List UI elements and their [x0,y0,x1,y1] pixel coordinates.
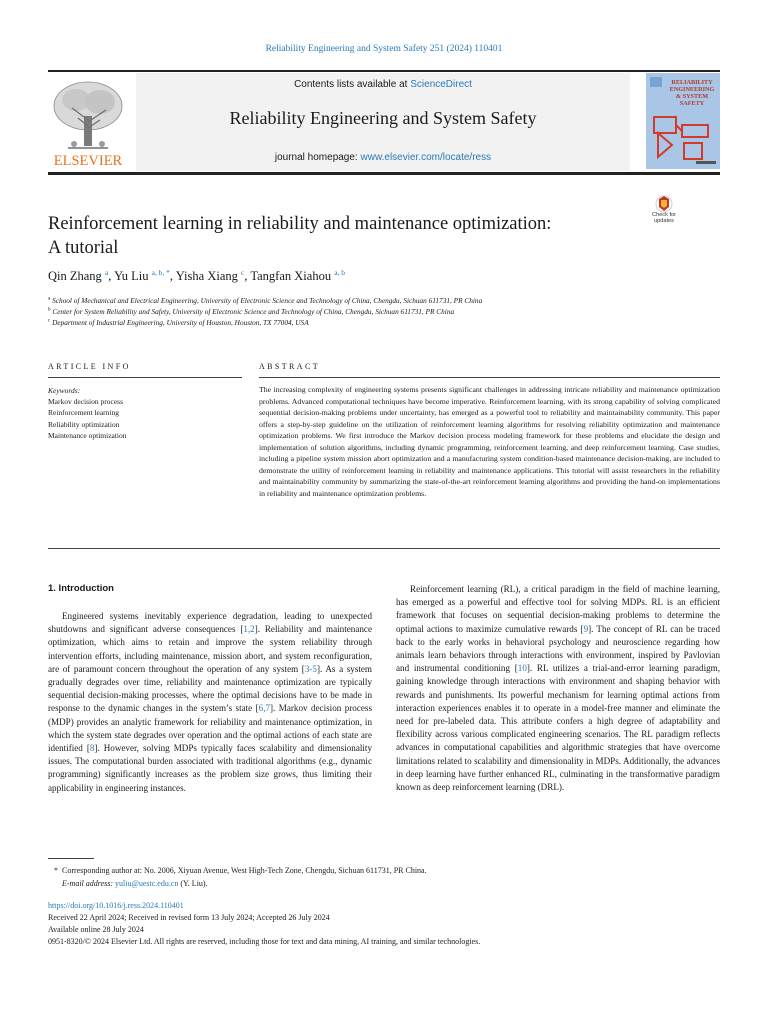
publisher-name: ELSEVIER [53,153,123,168]
doi-text[interactable]: https://doi.org/10.1016/j.ress.2024.110401 [48,901,184,910]
contents-prefix: Contents lists available at [294,79,411,90]
crossmark-icon [656,196,672,212]
author-separator: , [108,269,115,284]
text-run: ]. As a system gradually degrades over time, reliability and maintenance optimization are typically sequential decision-making processes, where the optimal decisions have to be made in response to the dynamic changes in the system’s state [ [48,663,372,714]
citation-link[interactable]: 9 [583,623,589,634]
cover-title-line-3: & SYSTEM [675,93,709,100]
keyword-item: Reinforcement learning [48,408,120,418]
text-run: ]. Reliability and maintenance optimization, which aims to retain and improve the system reliability through intervention efforts, including maintenance, mission abort, and system reconfiguration, are of paramount concern throughout the operation of any system [ [48,624,372,674]
intro-left-column [48,610,372,795]
affiliation-text: Department of Industrial Engineering, University of Houston, Houston, TX 77004, USA [52,318,309,327]
author-affiliation-mark[interactable]: a, b [334,268,346,277]
text-run: ]. RL utilizes a trial-and-error learning paradigm, gaining knowledge through interactions with environment and shaping behavior with rewards and punishments. Its powerful mechanism for learning optimal actions from interaction experiences enables it to operate in a model-free manner and eliminate the need for pre-labeled data. This attribute confers a high degree of adaptability and flexibility across various complicated engineering scenarios. The RL paradigm reflects advances in computational capabilities and algorithmic strategies that have overcome limitations related to scalability and dimensionality in MDPs. Additionally, the advances in deep learning have further enhanced RL, culminating in the transformative paradigm known as deep reinforcement learning (DRL). [396,663,720,793]
journal-cover-thumbnail[interactable] [646,73,720,169]
affiliation-a [48,296,482,305]
abstract-rule [259,377,720,378]
text-run: ]. However, solving MDPs typically faces scalability and dimensionality issues. The computational burden associated with traditional algorithms (e.g., dynamic programming) significantly increases as the problem size grows, thus limiting their applicability in engineering instances. [48,743,372,793]
article-info-heading: ARTICLE INFO [48,362,131,371]
keyword-item: Markov decision process [48,397,123,407]
received-dates: Received 22 April 2024; Received in revised form 13 July 2024; Accepted 26 July 2024 [48,913,330,922]
author-separator: , [244,269,251,284]
text-run: ]. The concept of RL can be traced back to the early works in behavioral psychology and neuroscience regarding how animals learn behaviors through interactions with environment, inspired by Pavlovian and instrumental conditioning [ [396,623,720,674]
text-run: Reinforcement learning (RL), a critical paradigm in the field of machine learning, has emerged as a powerful and effective tool for solving MDPs. RL is an efficient framework that focuses on sequential decision-making problems to determine the optimal actions to maximize cumulative rewards [ [396,584,720,634]
email-link[interactable]: yuliu@uestc.edu.cn [115,879,179,888]
corresponding-author-text: Corresponding author at: No. 2006, Xiyuan Avenue, West High-Tech Zone, Chengdu, Sichuan 611731, PR China. [62,866,427,875]
author-separator: , [169,269,176,284]
article-title-line-1: Reinforcement learning in reliability and maintenance optimization: [48,214,552,234]
author-name[interactable]: Tangfan Xiahou [250,269,332,284]
keyword-item: Reliability optimization [48,419,120,429]
abstract-text: The increasing complexity of engineering systems presents significant challenges in addressing intricate reliability and maintenance optimization problems. Advanced computational techniques have become imperative. Reinforcement learning, with its strong capability of solving complicated sequential decision-making problems under uncertainty, has emerged as a powerful tool to reliability and maintainability community. This paper offers a step-by-step guideline on the utilization of reinforcement learning algorithms for resolving reliability optimization and maintenance optimization problems. We first introduce the Markov decision process modeling framework for these problems and elucidate the design and implementation of solution algorithms, including dynamic programming, reinforcement learning, and deep reinforcement learning. Case studies, including a pipeline system mission abort optimization and a manufacturing system condition-based maintenance decision-making, are included to demonstrate the utility of reinforcement learning in reliability and maintenance applications. This tutorial will assist researchers in the reliability and maintainability community by summarizing the state-of-the-art reinforcement learning algorithms and providing the hand-on implementations in reliability and maintenance optimization problems. [259,385,720,498]
journal-title: Reliability Engineering and System Safety [229,108,537,128]
affiliation-mark: b [48,307,51,313]
article-title-line-2: A tutorial [48,238,119,258]
cover-footer-bar [696,161,716,164]
text-run: Engineered systems inevitably experience degradation, leading to unexpected shutdowns and significant adverse consequences [ [48,611,372,635]
sciencedirect-link[interactable]: ScienceDirect [410,79,472,90]
footnote-rule [48,858,94,859]
cover-title-line-2: ENGINEERING [669,86,715,93]
footnote-mark: * [54,866,58,875]
copyright-line: 0951-8320/© 2024 Elsevier Ltd. All rights are reserved, including those for text and data mining, AI training, and similar technologies. [48,937,481,946]
author-affiliation-mark[interactable]: a [104,268,109,277]
keywords-block [48,385,127,441]
homepage-prefix: journal homepage: [274,152,361,163]
check-for-updates-line-2: updates [654,218,674,224]
journal-homepage-line [136,152,630,163]
email-suffix: (Y. Liu). [178,879,208,888]
introduction-heading: 1. Introduction [48,583,114,594]
affiliation-b [48,307,454,316]
abstract-bottom-rule [48,548,720,549]
elsevier-logo [48,76,128,168]
affiliation-c [48,318,309,327]
keyword-item: Maintenance optimization [48,430,127,440]
affiliation-mark: c [48,318,51,324]
cover-title-line-1: RELIABILITY [671,79,713,86]
citation-link[interactable]: 10 [517,663,527,674]
check-for-updates-line-1: Check for [652,212,676,218]
journal-reference[interactable]: Reliability Engineering and System Safety 251 (2024) 110401 [265,44,503,54]
author-affiliation-mark[interactable]: a, b, * [151,268,170,277]
banner-bottom-rule [48,172,720,175]
citation-link[interactable]: 1,2 [243,624,255,635]
article-info-rule [48,377,242,378]
available-online: Available online 28 July 2024 [48,925,144,934]
affiliation-text: Center for System Reliability and Safety, University of Electronic Science and Technology of China, Chengdu, Sichuan 611731, PR China [52,307,455,316]
intro-paragraph-1 [48,610,372,795]
cover-emblem [650,77,662,87]
cover-title-line-4: SAFETY [679,100,705,107]
citation-link[interactable]: 8 [89,743,95,754]
author-name[interactable]: Qin Zhang [48,269,102,284]
tree-icon [54,82,122,148]
check-for-updates-label [645,212,683,224]
contents-line [136,79,630,90]
author-affiliation-mark[interactable]: c [241,268,245,277]
citation-link[interactable]: 3-5 [304,663,317,674]
banner-top-rule [48,70,720,72]
homepage-link[interactable]: www.elsevier.com/locate/ress [360,152,492,163]
author-list [48,268,345,284]
keywords-label: Keywords: [48,386,81,395]
doi-link[interactable] [48,900,184,911]
author-name[interactable]: Yu Liu [114,269,149,284]
affiliation-text: School of Mechanical and Electrical Engineering, University of Electronic Science and Technology of China, Chengdu, Sichuan 611731, PR China [52,296,483,305]
intro-paragraph-2 [396,583,720,794]
author-name[interactable]: Yisha Xiang [175,269,238,284]
text-run: ]. Markov decision process (MDP) provides an analytic framework for reliability and maintenance optimization, in which the system state degrades over operation and the optimal actions of each state are identified [ [48,703,372,754]
corresponding-author-note [48,866,427,875]
citation-link[interactable]: 6,7 [258,703,271,714]
intro-right-column [396,583,720,794]
abstract-heading: ABSTRACT [259,362,320,371]
email-note [62,879,208,888]
article-title [48,212,628,260]
email-label: E-mail address: [62,879,114,888]
affiliation-mark: a [48,296,51,302]
